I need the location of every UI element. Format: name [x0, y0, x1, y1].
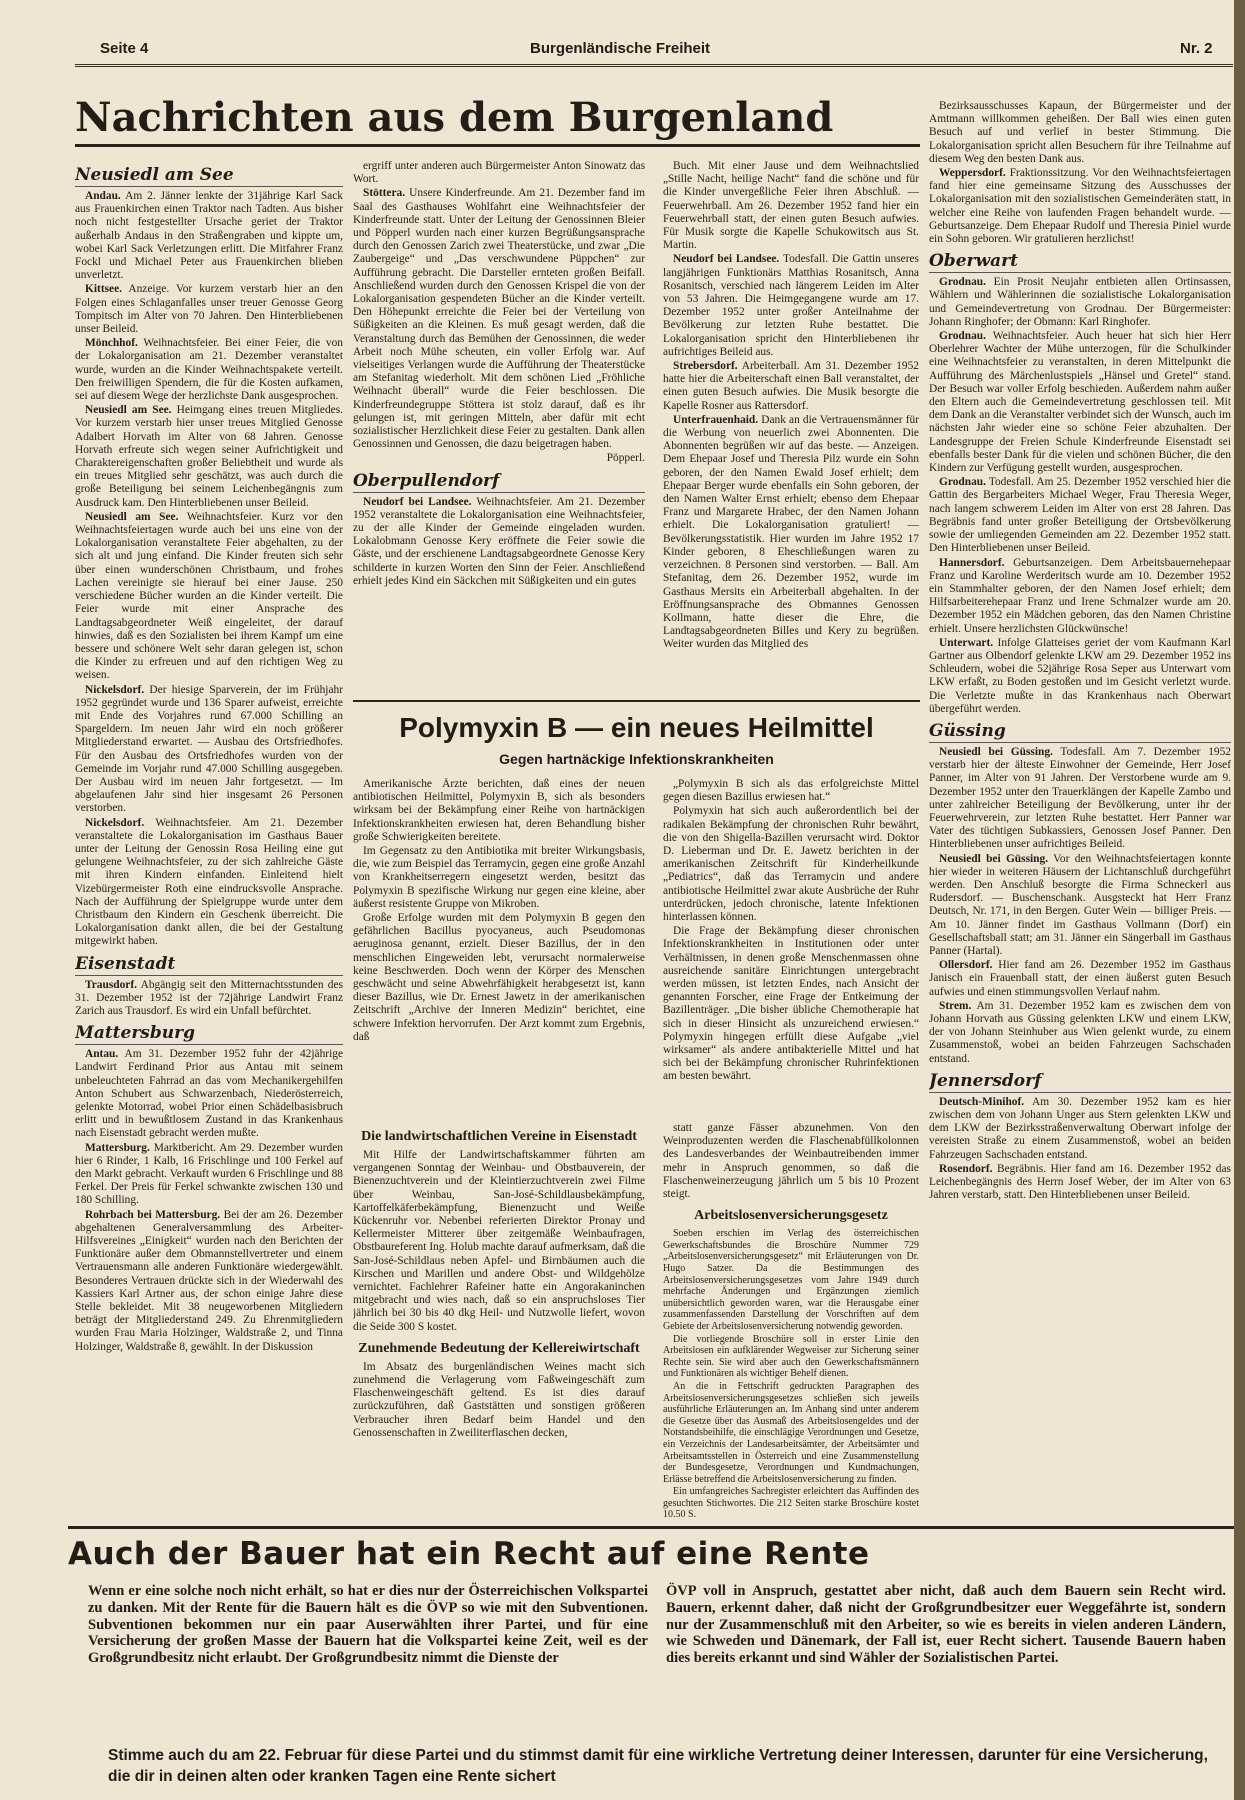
place-name: Stöttera.	[363, 187, 406, 200]
banner-headline: Auch der Bauer hat ein Recht auf eine Rente	[68, 1536, 870, 1572]
news-item	[929, 746, 1231, 852]
news-text: Fraktionssitzung. Vor den Weihnachtsfeiertagen fand hier eine gemeinsame Sitzung des Ausschusses der Lokalorganisation mit den sozialistischen Gemeinderäten statt, in welcher eine Reihe von laufenden Fragen behandelt wurde. — Geburtsanzeige. Dem Ehepaar Rudolf und Theresia Piniel wurde ein Sohn geboren. Wir gratulieren herzlichst!	[929, 167, 1231, 246]
article-paragraph: Die vorliegende Broschüre soll in erster Linie den Arbeitslosen ein aufklärender Wegweiser zur Sicherung seiner Rechte sein. Sie wird aber auch den Gewerkschaftsmännern und Funktionären als wichtiger Behelf dienen.	[663, 1333, 919, 1380]
polymyxin-column-left	[353, 778, 645, 1108]
masthead-rule	[75, 64, 1233, 70]
news-text: Bei der am 26. Dezember abgehaltenen Generalversammlung des Arbeiter-Hilfsvereines „Einigkeit“ wurden nach den Berichten der Funktionäre außer dem Obmannstellvertreter und einem Vertrauensmann alle anderen Funktionäre wiedergewählt. Besonderes Vertrauen drückte sich in der Wiederwahl des Kassiers Karl Artner aus, der schon einige Jahre diese Stelle bekleidet. Mit 38 neugeworbenen Mitgliedern beträgt der Mitgliederstand 249. Zu Ehrenmitgliedern wurden Frau Maria Holzinger, Waldstraße 2, und Tinna Holzinger, Waldstraße 8, gewählt. In der Diskussion	[75, 1208, 343, 1353]
news-text: Der hiesige Sparverein, der im Frühjahr 1952 gegründet wurde und 136 Sparer aufweist, erreichte mit Ende des Vorjahres rund 67.000 Schilling an Spargeldern. Im neuen Jahr wird ein noch größerer Mitgliederstand erwartet. — Ausbau des Ortsfriedhofes. Für den Ausbau des Ortsfriedhofes wurden von der Gemeinde im Vorjahr rund 47.000 Schilling ausgegeben. Der Ausbau wird im neuen Jahr fortgesetzt. — Im abgelaufenen Jahr sind hier insgesamt 26 Personen verstorben.	[75, 683, 343, 815]
news-text: Amerikanische Ärzte berichten, daß eines der neuen antibiotischen Heilmittel, Polymyxin B, sich als besonders wirksam bei der Bekämpfung einer Reihe von hartnäckigen Infektionskrankheiten erwiesen hat, deren Behandlung bisher große Schwierigkeiten bereitete.	[353, 778, 645, 843]
news-text: „Polymyxin B sich als das erfolgreichste Mittel gegen diesen Bazillus erwiesen hat.“	[663, 778, 919, 804]
news-item	[75, 283, 343, 336]
column-1	[75, 160, 343, 1522]
news-item	[929, 637, 1231, 716]
news-text: Marktbericht. Am 29. Dezember wurden hier 6 Rinder, 1 Kalb, 16 Frischlinge und 100 Ferkel auf den Markt gebracht. Verkauft wurden 6 Frischlinge und 88 Ferkel. Der Preis für Ferkel schwankte zwischen 130 und 180 Schilling.	[75, 1141, 343, 1207]
place-name: Grodnau.	[939, 476, 986, 489]
place-name: Strebersdorf.	[673, 360, 738, 373]
place-name: Nickelsdorf.	[85, 683, 145, 696]
news-text: Am 30. Dezember 1952 kam es hier zwischen dem von Johann Unger aus Stern gelenkten LKW und dem LKW der Bezirksstraßenverwaltung Oberwart infolge der vereisten Straße zu einem Zusammenstoß, wobei an beiden Fahrzeugen Sachschaden entstand.	[929, 1095, 1231, 1161]
news-text: Geburtsanzeigen. Dem Arbeitsbauernehepaar Franz und Karoline Werderitsch wurde am 10. Dezember 1952 ein Stammhalter geboren, der den Namen Josef erhielt; dem Hilfsarbeiterehepaar Franz und Irene Schmalzer wurde am 20. Dezember 1952 ein Mädchen geboren, das den Namen Christine erhielt. Unsere herzlichsten Glückwünsche!	[929, 556, 1231, 635]
polymyxin-column-right	[663, 778, 919, 1108]
place-name: Trausdorf.	[85, 978, 137, 991]
news-item	[663, 805, 919, 924]
news-item	[929, 330, 1231, 475]
article-rule	[353, 700, 920, 702]
place-name: Strem.	[939, 999, 972, 1012]
place-name: Andau.	[85, 190, 121, 202]
issue-number: Nr. 2	[1180, 40, 1213, 57]
place-name: Kittsee.	[85, 283, 123, 296]
news-text: Infolge Glatteises geriet der vom Kaufmann Karl Gartner aus Olbendorf gelenkte LKW am 29. Dezember 1952 ins Schleudern, wobei die 52jährige Rosa Seper aus Unterwart vom LKW erfaßt, zu Boden gestoßen und im Gesicht verletzt wurde. Die Verletzte mußte in das Krankenhaus nach Oberwart übergeführt werden.	[929, 636, 1231, 715]
news-text: Vor den Weihnachtsfeiertagen konnte hier wieder in weiteren Häusern der Lichtanschluß durchgeführt werden. Den Anschluß besorgte die Firma Schneckerl aus Rudersdorf. — Buschenschank. Ausgsteckt hat Herr Franz Deutsch, Nr. 171, in den Bergen. Guter Wein — billiger Preis. — Am 10. Jänner findet im Gasthaus Vollmann (Dorf) ein Gesellschaftsball statt; am 31. Jänner ein Sängerball im Gasthaus Panner (Hartal).	[929, 852, 1231, 957]
page-title: Nachrichten aus dem Burgenland	[75, 92, 920, 147]
page-edge	[1234, 0, 1245, 1800]
news-item	[353, 1149, 645, 1334]
news-item	[353, 1361, 645, 1440]
news-text: Todesfall. Am 25. Dezember 1952 verschied hier die Gattin des Bergarbeiters Michael Weger, Frau Theresia Weger, nach langem schwerem Leiden im Alter von erst 28 Jahren. Das Begräbnis fand unter großer Beteiligung der Ortsbevölkerung sowie der umliegenden Gemeinden am 22. Dezember 1952 statt. Den Hinterbliebenen unser Beileid.	[929, 476, 1231, 555]
place-name: Neusiedl am See.	[85, 404, 172, 417]
news-text: Weihnachtsfeier. Kurz vor den Weihnachtsfeiertagen wurde auch bei uns eine von der Lokalorganisation veranstaltete Feier abgehalten, zu der sich alt und jung einfand. Die Kinder freuten sich sehr über einen wunderschönen Christbaum, und frohes Lachen vereinigte sie hierauf bei einer Jause. 250 verschiedene Bücher wurden an die Kinder verteilt. Die Feier wurde mit einer Ansprache des Landtagsabgeordneter Weiß eingeleitet, der darauf hinwies, daß es den Sozialisten bei ihrem Kampf um eine bessere und schönere Welt sehr daran gelegen ist, schon die Kinder zu erfreuen und auf den richtigen Weg zu weisen.	[75, 510, 343, 682]
news-text: Abgängig seit den Mitternachtsstunden des 31. Dezember 1952 ist der 72jährige Landwirt Franz Zarich aus Trausdorf. Es wird ein Unfall befürchtet.	[75, 978, 343, 1017]
news-item	[75, 1209, 343, 1354]
news-text: Hier fand am 26. Dezember 1952 im Gasthaus Janisch ein Frauenball statt, der einen äußerst guten Besuch aufwies und einen stimmungsvollen Verlauf nahm.	[929, 959, 1231, 998]
news-item	[663, 253, 919, 359]
place-name: Neusiedl bei Güssing.	[939, 745, 1053, 758]
news-item	[353, 187, 645, 451]
place-name: Weppersdorf.	[939, 167, 1006, 180]
news-text: Im Gegensatz zu den Antibiotika mit breiter Wirkungsbasis, die, wie zum Beispiel das Terramycin, gegen eine große Anzahl von Krankheitserregern eingesetzt werden, besitzt das Polymyxin B spezifische Wirkung nur gegen eine kleine, aber äußerst resistente Gruppe von Mikroben.	[353, 845, 645, 910]
news-item	[75, 684, 343, 816]
news-item	[929, 476, 1231, 555]
page-number: Seite 4	[100, 40, 149, 57]
news-text: Weihnachtsfeier. Am 21. Dezember 1952 veranstaltete die Lokalorganisation eine Weihnachtsfeier, zu der alle Kinder der Gemeinde eingeladen wurden. Lokalobmann Genosse Kery eröffnete die Feier sowie die Gäste, und der erschienene Landtagsabgeordnete Genosse Kery schilderte in kurzen Worten den Sinn der Feier. Anschließend erhielt jedes Kind ein Säckchen mit Süßigkeiten und ein gutes	[353, 495, 645, 587]
region-heading: Oberwart	[929, 250, 1231, 273]
news-text: Bezirksausschusses Kapaun, der Bürgermeister und der Amtmann willkommen geheißen. Der Ball wies einen guten Besuch auf und verlief in bester Stimmung. Die Lokalorganisation spricht allen Besuchern für ihre Teilnahme auf diesem Weg den besten Dank aus.	[929, 100, 1231, 165]
news-text: Buch. Mit einer Jause und dem Weihnachtslied „Stille Nacht, heilige Nacht“ fand die schöne und für die Kinder unvergeßliche Feier ihren Abschluß. — Feuerwehrball. Am 26. Dezember 1952 fand hier ein Feuerwehrball statt, der einen guten Besuch aufwies. Für Musik sorgte die Kapelle Schukowitsch aus St. Martin.	[663, 160, 919, 252]
column-4	[929, 100, 1231, 1522]
news-item	[75, 337, 343, 403]
news-text: Weihnachtsfeier. Am 21. Dezember veranstaltete die Lokalorganisation im Gasthaus Bauer unter der Leitung der Genossin Rosa Heiling eine gut gelungene Weihnachtsfeier, zu der sich zahlreiche Gäste mit ihren Kindern einfanden. Einleitend hielt Vizebürgermeister Roth eine eindrucksvolle Ansprache. Nach der Aufführung der Spielgruppe wurde unter dem Christbaum den Kindern ein Geschenk überreicht. Die Lokalorganisation dankt allen, die bei der Gestaltung mitgewirkt haben.	[75, 816, 343, 948]
region-heading: Neusiedl am See	[75, 164, 343, 187]
news-item	[929, 167, 1231, 246]
news-item	[75, 190, 343, 282]
banner-text-left: Wenn er eine solche noch nicht erhält, so hat er dies nur der Österreichischen Volkspartei zu danken. Mit der Rente für die Bauern hält es die ÖVP so wie mit den Subventionen. Subventionen bekommen nur ein paar Auserwählten ihrer Partei, und für eine Versicherung der großen Masse der Bauern hat die Volkspartei keine Zeit, weil es der Großgrundbesitz nicht erlaubt. Der Großgrundbesitz nimmt die Dienste der	[88, 1583, 648, 1667]
article-paragraph: An die in Fettschrift gedruckten Paragraphen des Arbeitslosenversicherungsgesetzes schließen sich jeweils ausführliche Erläuterungen an. Im Anhang sind unter anderem die Gesetze über das Ausmaß des Arbeitslosengeldes und der Notstandsbeihilfe, die einschlägige Verordnungen und Gesetze, ein Verzeichnis der Landesarbeitsämter, der Arbeitsämter und Arbeitsamtsstellen in Österreich und eine Zusammenstellung der Bundesgesetze, Verordnungen und Kundmachungen, Erlässe betreffend die Arbeitslosenversicherung zu finden.	[663, 1380, 919, 1485]
rente-banner	[68, 1526, 1234, 1799]
news-item	[663, 1122, 919, 1201]
news-text: Am 31. Dezember 1952 fuhr der 42jährige Landwirt Ferdinand Prior aus Antau mit seinem unbeleuchteten Fahrrad an das vom Mechanikergehilfen Anton Schubert aus Schwarzenbach, Niederösterreich, gelenkte Motorrad, wobei Prior einen Schädelbasisbruch erlitt und in bewußtlosem Zustand in das Krankenhaus nach Eisenstadt gebracht werden mußte.	[75, 1048, 343, 1140]
article-headline: Die landwirtschaftlichen Vereine in Eisenstadt	[361, 1129, 637, 1144]
column-2-bottom	[353, 1122, 645, 1522]
news-text: Große Erfolge wurden mit dem Polymyxin B gegen den gefährlichen Bacillus pyocyaneus, auch Pseudomonas aeruginosa genannt, erzielt. Dieser Bazillus, der in den menschlichen Eingeweiden lebt, verursacht normalerweise keine Beschwerden. Doch wenn der Körper des Menschen geschwächt und seine Abwehrfähigkeit herabgesetzt ist, kann dieser Bazillus, wie Dr. Ernest Jawetz in der amerikanischen Zeitschrift „Archive der Inneren Medizin“ berichtet, eine schwere Infektion hervorrufen. Der Arzt kommt zum Ergebnis, daß	[353, 912, 645, 1043]
place-name: Neudorf bei Landsee.	[673, 253, 780, 266]
place-name: Hannersdorf.	[939, 556, 1005, 569]
news-text: Todesfall. Am 7. Dezember 1952 verstarb hier der älteste Einwohner der Gemeinde, Herr Josef Panner, im Alter von 91 Jahren. Der Verstorbene wurde am 9. Dezember 1952 unter den Trauerklängen der Kapelle Zambo und unter zahlreicher Beteiligung der Bevölkerung, unter ihr der Feuerwehrverein, zur letzten Ruhe bestattet. Herr Panner war Vater des tüchtigen Subkassiers, Genossen Josef Panner. Den Hinterbliebenen unser aufrichtiges Beileid.	[929, 745, 1231, 851]
news-text: statt ganze Fässer abzunehmen. Von den Weinproduzenten werden die Flaschenabfüllkolonnen des Landesverbandes der Weinbautreibenden immer mehr in Anspruch genommen, so daß die Flaschenweinerzeugung jährlich um 5 bis 10 Prozent steigt.	[663, 1122, 919, 1201]
news-item	[663, 160, 919, 252]
place-name: Antau.	[85, 1048, 119, 1061]
news-text: Anzeige. Vor kurzem verstarb hier an den Folgen eines Schlaganfalles unser treuer Genosse Georg Tompitsch im Alter von 70 Jahren. Den Hinterbliebenen unser Beileid.	[75, 283, 343, 336]
news-item	[663, 414, 919, 652]
place-name: Mattersburg.	[85, 1141, 150, 1154]
place-name: Grodnau.	[939, 330, 986, 343]
polymyxin-headline: Polymyxin B — ein neues Heilmittel	[399, 712, 874, 743]
place-name: Deutsch-Minihof.	[939, 1095, 1025, 1108]
polymyxin-subheadline: Gegen hartnäckige Infektionskrankheiten	[499, 751, 774, 767]
news-item	[929, 276, 1231, 329]
region-heading: Eisenstadt	[75, 953, 343, 976]
place-name: Unterfrauenhaid.	[673, 413, 759, 426]
news-item	[929, 853, 1231, 959]
news-text: Am 2. Jänner lenkte der 31jährige Karl Sack aus Frauenkirchen einen Traktor nach Tadten. Aus bisher noch nicht festgestellter Ursache geriet der Traktor außerhalb Andaus in den Straßengraben und kippte um, wobei Karl Sack Verletzungen erlitt. Die Mitfahrer Franz Fockl und Michael Peter aus Frauenkirchen blieben unverletzt.	[75, 190, 343, 282]
place-name: Neusiedl bei Güssing.	[939, 852, 1049, 865]
news-text: Dank an die Vertrauensmänner für die Werbung von neuerlich zwei Abonnenten. Die Abonnenten begrüßen wir auf das beste. — Anzeigen. Dem Ehepaar Josef und Theresia Pilz wurde ein Sohn geboren, der den Namen Ewald Josef erhielt; dem Ehepaar Berger wurde ebenfalls ein Sohn geboren, der den Namen Walter Ernst erhielt; ebenso dem Ehepaar Franz und Margarete Hrabec, der den Namen Johann erhielt. Die Lokalorganisation gratuliert! — Bevölkerungsstatistik. Hier wurden im Jahre 1952 17 Kinder geboren, 8 Eheschließungen waren zu verzeichnen. 8 Personen sind verstorben. — Ball. Am Stefanitag, dem 26. Dezember 1952, wurde im Gasthaus Mersits ein Arbeiterball abgehalten. In der Eröffnungsansprache des Obmannes Genossen Kollmann, hatte dieser die Ehre, die Landtagsabgeordneten Billes und Kery zu begrüßen. Weiter wurden das Mitglied des	[663, 413, 919, 651]
news-text: Am 31. Dezember 1952 kam es zwischen dem von Johann Horvath aus Güssing gelenkten LKW und einem LKW, der von Johann Steinhuber aus Wien gelenkt wurde, zu einem Zusammenstoß, wobei an beiden Fahrzeugen Sachschaden entstand.	[929, 999, 1231, 1065]
region-heading: Güssing	[929, 720, 1231, 743]
news-text: Unsere Kinderfreunde. Am 21. Dezember fand im Saal des Gasthauses Wohlfahrt eine Weihnachtsfeier der Kinderfreunde statt. Unter der Leitung der Genossinnen Bleier und Pöpperl wurden nach einer kurzen Begrüßungsansprache durch den Genossen Zarich zwei Theaterstücke, und zwar „Die Zaubergeige“ und „Das verschwundene Püppchen“ zur Aufführung gebracht. Die Darsteller ernteten großen Beifall. Anschließend wurden durch den Genossen Krispel die von der Lokalorganisation gespendeten Bücher an die Kinder verteilt. Den Höhepunkt erreichte die Feier bei der Verteilung von Süßigkeiten an die Kleinen. Es muß gesagt werden, daß die Veranstaltung durch das Bemühen der Genossinnen, die weder Arbeit noch Mühe scheuten, ein voller Erfolg war. Auf vielseitiges Verlangen wurde die Aufführung der Theaterstücke am Stefanitag wiederholt. Mit dem schönen Lied „Fröhliche Weihnacht überall“ wurde die Feier beschlossen. Die Kinderfreundegruppe Stöttera ist stolz darauf, daß es ihr gelungen ist, mit geringen Mitteln, aber dafür mit echt sozialistischer Herzlichkeit diese Feier zu gestalten. Dank allen Genossinnen und Genossen, die dazu beigetragen haben.	[353, 187, 645, 451]
article-paragraph: Soeben erschien im Verlag des österreichischen Gewerkschaftsbundes die Broschüre Nummer 729 „Arbeitslosenversicherungsgesetz“ mit Erläuterungen von Dr. Hugo Satzer. Da die Bestimmungen des Arbeitslosenversicherungsgesetzes vom Jahre 1949 durch mehrfache Änderungen und Ergänzungen ziemlich unübersichtlich geworden waren, war die Herausgabe einer zusammenfassenden Darstellung der Vorschriften auf dem Gebiete der Arbeitslosenversicherung notwendig geworden.	[663, 1228, 919, 1332]
newspaper-name: Burgenländische Freiheit	[530, 40, 711, 57]
news-item	[75, 979, 343, 1019]
news-text: Heimgang eines treuen Mitgliedes. Vor kurzem verstarb hier unser treues Mitglied Genosse Adalbert Horvath im Alter von 68 Jahren. Genosse Horvath erfreute sich wegen seiner Aufrichtigkeit und Charaktereigenschaften großer Beliebtheit und wurde als ein treues Mitglied sehr geschätzt, was auch durch die große Beteiligung bei seinem Leichenbegängnis zum Ausdruck kam. Den Hinterbliebenen unser Beileid.	[75, 404, 343, 509]
news-item	[929, 1163, 1231, 1203]
article-headline: Arbeitslosenversicherungsgesetz	[694, 1208, 888, 1224]
banner-text-right: ÖVP voll in Anspruch, gestattet aber nicht, daß auch dem Bauern sein Recht wird. Bauern, erkennt daher, daß nicht der Großgrundbesitzer euer Weggefährte ist, sondern nur der Zusammenschluß mit den Arbeiter, so wie es bereits in vielen anderen Ländern, wie Schweden und Dänemark, der Fall ist, euer Recht sichert. Tausende Bauern haben dies bereits erkannt und sind Wähler der Sozialistischen Partei.	[666, 1583, 1226, 1667]
news-item	[663, 925, 919, 1083]
news-item	[929, 959, 1231, 999]
place-name: Rohrbach bei Mattersburg.	[85, 1208, 221, 1221]
news-item	[929, 557, 1231, 636]
place-name: Nickelsdorf.	[85, 816, 145, 829]
place-name: Neusiedl am See.	[85, 510, 179, 523]
news-text: Begräbnis. Hier fand am 16. Dezember 1952 das Leichenbegängnis des Herrn Josef Weber, der im Alter von 63 Jahren verstarb, statt. Den Hinterbliebenen unser Beileid.	[929, 1162, 1231, 1202]
news-item	[75, 1048, 343, 1140]
news-text: Im Absatz des burgenländischen Weines macht sich zunehmend die Verlagerung vom Faßweingeschäft zum Flaschenweingeschäft geltend. Es ist dies darauf zurückzuführen, daß Gaststätten und sonstigen größeren Verbraucher ihren Bedarf beim Handel und den Genossenschaften in Zweiliterflaschen decken,	[353, 1360, 645, 1439]
article-headline: Zunehmende Bedeutung der Kellereiwirtschaft	[358, 1340, 640, 1356]
news-item	[75, 1142, 343, 1208]
news-item	[353, 845, 645, 911]
news-item	[75, 511, 343, 683]
region-heading: Mattersburg	[75, 1022, 343, 1045]
news-item	[663, 360, 919, 413]
news-text: Die Frage der Bekämpfung dieser chronischen Infektionskrankheiten in Institutionen oder unter Verhältnissen, in denen große Menschenmassen ohne ausreichende sanitäre Einrichtungen untergebracht werden müssen, ist letzten Endes, nach Ansicht der genannten Forscher, eine Frage der Entkeimung der Bazillenträger. „Die bisher übliche Chemotherapie hat sich in dieser Hinsicht als unzureichend erwiesen.“ Polymyxin hingegen erfüllt diese Aufgabe „viel wirksamer“ als andere antibakterielle Mittel und hat sich bei der Bekämpfung chronischer Ruhrinfektionen am besten bewährt.	[663, 925, 919, 1083]
news-text: Weihnachtsfeier. Bei einer Feier, die von der Lokalorganisation am 21. Dezember veranstaltet wurde, wurden an die Kinder Weihnachtspakete verteilt. Den freiwilligen Spendern, die für die Kosten aufkamen, sei auf diesem Wege der herzlichste Dank ausgesprochen.	[75, 337, 343, 403]
place-name: Rosendorf.	[939, 1162, 993, 1175]
region-heading: Oberpullendorf	[353, 470, 645, 493]
region-heading: Jennersdorf	[929, 1070, 1231, 1093]
author-signature: Pöpperl.	[606, 452, 645, 465]
news-item	[929, 100, 1231, 166]
place-name: Grodnau.	[939, 276, 986, 289]
news-text: ergriff unter anderen auch Bürgermeister Anton Sinowatz das Wort.	[353, 160, 645, 186]
place-name: Unterwart.	[939, 636, 994, 649]
news-item	[663, 778, 919, 804]
news-item	[353, 160, 645, 186]
news-item	[929, 1096, 1231, 1162]
column-3-bottom	[663, 1122, 919, 1522]
news-text: Ein Prosit Neujahr entbieten allen Ortinsassen, Wählern und Wählerinnen die sozialistische Lokalorganisation und Gemeindevertretung von Grodnau. Der Bürgermeister: Johann Ringhofer; der Obmann: Karl Ringhofer.	[929, 276, 1231, 328]
column-2-top	[353, 160, 645, 695]
news-text: Polymyxin hat sich auch außerordentlich bei der radikalen Bekämpfung der chronischen Ruhr bewährt, die von den Shigella-Bazillen verursacht wird. Doktor D. Lieberman und Dr. E. Jawetz berichten in der amerikanischen Zeitschrift für Kinderheilkunde „Pediatrics“, daß das Terramycin und andere antibiotische Heilmittel zwar akute Ausbrüche der Ruhr unterdrücken, jedoch chronische, latente Infektionen hinterlassen können.	[663, 805, 919, 924]
place-name: Mönchhof.	[85, 337, 138, 350]
news-item	[353, 912, 645, 1044]
banner-footer: Stimme auch du am 22. Februar für diese Partei und du stimmst damit für eine wirkliche Vertretung deiner Interessen, darunter für eine Versicherung, die dir in deinen alten oder kranken Tagen eine Rente sichert	[108, 1747, 1208, 1785]
news-item	[75, 404, 343, 510]
news-item	[353, 496, 645, 588]
column-3-top	[663, 160, 919, 695]
article-paragraph: Ein umfangreiches Sachregister erleichtert das Auffinden des gesuchten Stichwortes. Die 212 Seiten starke Broschüre kostet 10.50 S.	[663, 1486, 919, 1521]
news-item	[929, 1000, 1231, 1066]
place-name: Ollersdorf.	[939, 959, 993, 972]
news-text: Weihnachtsfeier. Auch heuer hat sich hier Herr Oberlehrer Wachter der Mühe unterzogen, für die Schulkinder eine Weihnachtsfeier zu veranstalten, in deren Mittelpunkt die Aufführung des Märchenlustspiels „Hänsel und Gretel“ stand. Der Besuch war voller Erfolg beschieden. Außerdem nahm außer den Eltern auch die Gemeindevertretung geschlossen teil. Mit dem Dank an die Veranstalter verbindet sich der Wunsch, auch im nächsten Jahr wieder eine so schöne Feier abzuhalten. Der Landesgruppe der Freien Schule Kinderfreunde Eisenstadt sei ebenfalls bester Dank für die vielen und schönen Bücher, die den Kindern zur Verfügung gestellt wurden, ausgesprochen.	[929, 330, 1231, 475]
news-item	[75, 817, 343, 949]
news-text: Mit Hilfe der Landwirtschaftskammer führten am vergangenen Sonntag der Weinbau- und Obstbauverein, der Bienenzuchtverein und der Kleintierzuchtverein zwei Filme über Weinbau, San-José-Schildlausbekämpfung, Kartoffelkäferbekämpfung, Bienenzucht und Weiße Kückenruhr vor. Nebenbei referierten Direktor Pronay und Kellermeister Mitterer über zeitgemäße Weinbaufragen, Obstbaureferent Ing. Holub machte darauf aufmerksam, daß die San-José-Schildlaus neben Apfel- und Birnbäumen auch die Kirschen und Marillen und andere Obst- und Wildgehölze vernichtet. Fachlehrer Rafeiner hatte ein Angorakaninchen mitgebracht und wies nach, daß so ein anspruchsloses Tier jährlich bei 30 bis 40 dkg Heil- und Nutzwolle liefert, wovon die Seide 300 S kostet.	[353, 1149, 645, 1333]
news-item	[353, 778, 645, 844]
news-text: Arbeiterball. Am 31. Dezember 1952 hatte hier die Arbeiterschaft einen Ball veranstaltet, der einen guten Besuch aufwies. Die Musik besorgte die Kapelle Rosner aus Rattersdorf.	[663, 360, 919, 412]
news-text: Todesfall. Die Gattin unseres langjährigen Funktionärs Matthias Rosanitsch, Anna Rosanitsch, verschied nach längerem Leiden im Alter von 53 Jahren. Die Heimgegangene wurde am 17. Dezember 1952 unter großer Anteilnahme der Bevölkerung zur letzten Ruhe bestattet. Die Lokalorganisation spricht den Hinterbliebenen ihr aufrichtiges Beileid aus.	[663, 253, 919, 358]
place-name: Neudorf bei Landsee.	[363, 495, 472, 508]
